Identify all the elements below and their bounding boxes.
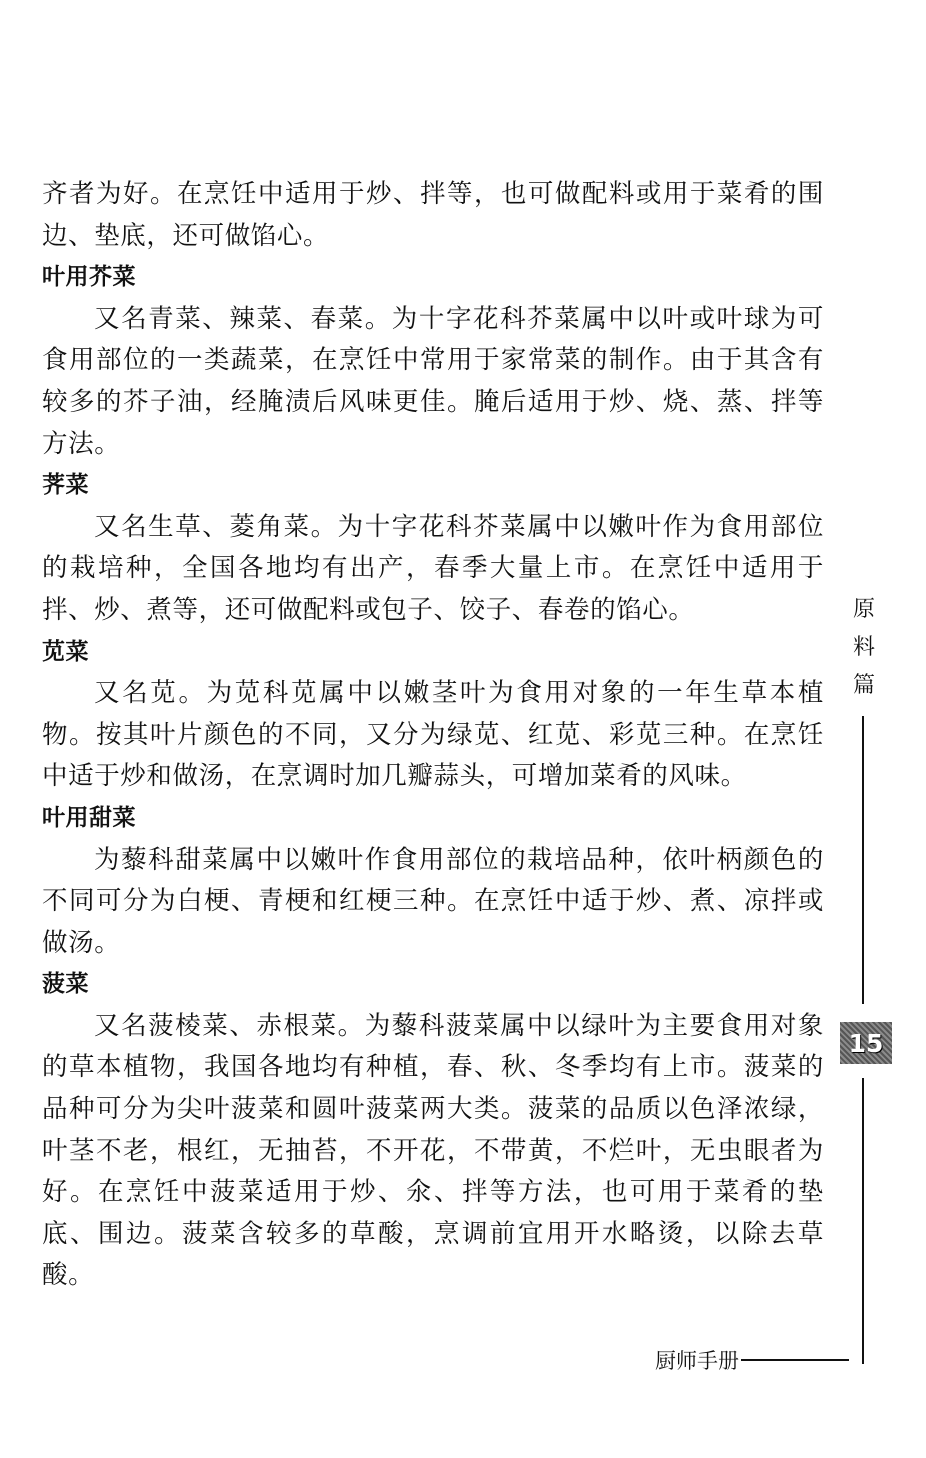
paragraph-continued: 齐者为好。在烹饪中适用于炒、拌等，也可做配料或用于菜肴的围边、垫底，还可做馅心。	[42, 179, 824, 251]
section-heading-amaranth: 苋菜	[42, 638, 89, 665]
page-number-badge: 15	[840, 1022, 892, 1064]
page-content	[42, 174, 824, 1297]
chapter-side-label	[846, 591, 882, 705]
running-footer	[655, 1345, 849, 1375]
margin-rule-top	[862, 716, 864, 1004]
section-heading-shepherds-purse: 荠菜	[42, 472, 89, 499]
side-label-char: 原	[852, 597, 875, 622]
margin-rule-bottom	[862, 1078, 864, 1364]
section-heading-leaf-beet: 叶用甜菜	[42, 804, 136, 831]
side-label-char: 篇	[852, 673, 875, 698]
footer-rule	[741, 1359, 849, 1361]
paragraph-spinach: 又名菠棱菜、赤根菜。为藜科菠菜属中以绿叶为主要食用对象的草本植物，我国各地均有种植，春、秋、冬季均有上市。菠菜的品种可分为尖叶菠菜和圆叶菠菜两大类。菠菜的品质以色泽浓绿，叶茎不老，根红，无抽苔，不开花，不带黄，不烂叶，无虫眼者为好。在烹饪中菠菜适用于炒、氽、拌等方法，也可用于菜肴的垫底、围边。菠菜含较多的草酸，烹调前宜用开水略烫，以除去草酸。	[42, 1010, 824, 1291]
section-heading-leaf-mustard: 叶用芥菜	[42, 264, 136, 291]
paragraph-leaf-beet: 为藜科甜菜属中以嫩叶作食用部位的栽培品种，依叶柄颜色的不同可分为白梗、青梗和红梗三种。在烹饪中适于炒、煮、凉拌或做汤。	[42, 844, 824, 958]
paragraph-leaf-mustard: 又名青菜、辣菜、春菜。为十字花科芥菜属中以叶或叶球为可食用部位的一类蔬菜，在烹饪中常用于家常菜的制作。由于其含有较多的芥子油，经腌渍后风味更佳。腌后适用于炒、烧、蒸、拌等方法。	[42, 303, 824, 459]
paragraph-shepherds-purse: 又名生草、菱角菜。为十字花科芥菜属中以嫩叶作为食用部位的栽培种，全国各地均有出产，春季大量上市。在烹饪中适用于拌、炒、煮等，还可做配料或包子、饺子、春卷的馅心。	[42, 511, 824, 625]
side-label-char: 料	[852, 635, 875, 660]
section-heading-spinach: 菠菜	[42, 971, 89, 998]
paragraph-amaranth: 又名苋。为苋科苋属中以嫩茎叶为食用对象的一年生草本植物。按其叶片颜色的不同，又分为绿苋、红苋、彩苋三种。在烹饪中适于炒和做汤，在烹调时加几瓣蒜头，可增加菜肴的风味。	[42, 678, 824, 792]
book-title: 厨师手册	[655, 1349, 739, 1373]
